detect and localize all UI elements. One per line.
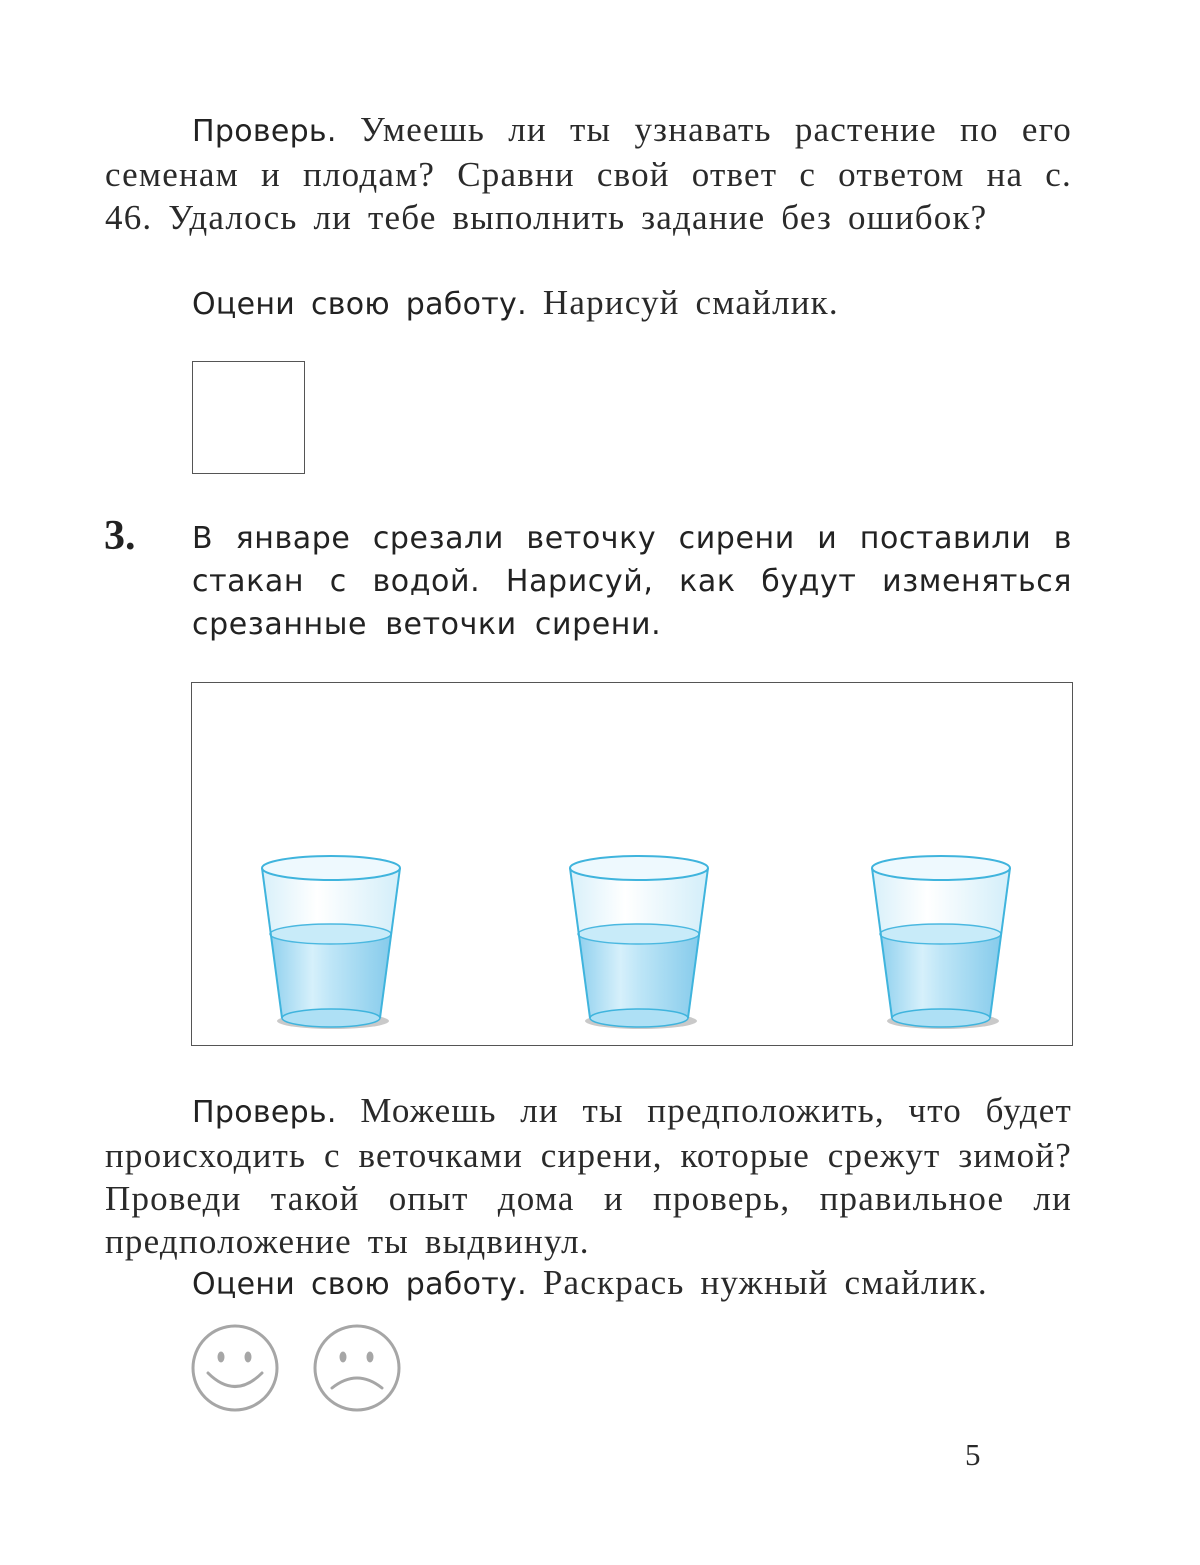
glasses-illustration [192, 683, 1074, 1047]
evaluate-lead-1: Оцени свою работу. [192, 287, 527, 322]
check-lead-2: Проверь. [192, 1095, 337, 1130]
happy-smiley-icon[interactable] [193, 1326, 277, 1410]
check-lead-1: Проверь. [192, 114, 337, 149]
smiley-drawing-box[interactable] [192, 361, 305, 474]
evaluate-line-2 [192, 1261, 1072, 1306]
evaluate-text-1: Нарисуй смайлик. [542, 283, 839, 322]
check-paragraph-1 [105, 108, 1072, 239]
check-text-1: Умеешь ли ты узнавать растение по его семенам и плодам? Сравни свой ответ с ответом на с. 46. Удалось ли тебе выполнить задание без ошибок? [105, 110, 1072, 237]
check-paragraph-2 [105, 1089, 1072, 1263]
check-text-2: Можешь ли ты предположить, что будет происходить с веточками сирени, которые срежут зимой? Проведи такой опыт дома и проверь, правильное ли предположение ты выдвинул. [105, 1091, 1072, 1261]
water-glass-icon [570, 856, 708, 1029]
sad-smiley-icon[interactable] [315, 1326, 399, 1410]
water-glass-icon [872, 856, 1010, 1029]
task-text: В январе срезали веточку сирени и поставили в стакан с водой. Нарисуй, как будут изменяться срезанные веточки сирени. [192, 521, 1072, 642]
drawing-area[interactable] [191, 682, 1073, 1046]
page-number: 5 [965, 1437, 981, 1472]
evaluate-line-1 [192, 281, 1072, 326]
task-number: 3. [104, 513, 136, 559]
water-glass-icon [262, 856, 400, 1029]
smiley-choices [190, 1322, 405, 1414]
evaluate-text-2: Раскрась нужный смайлик. [542, 1263, 988, 1302]
evaluate-lead-2: Оцени свою работу. [192, 1267, 527, 1302]
